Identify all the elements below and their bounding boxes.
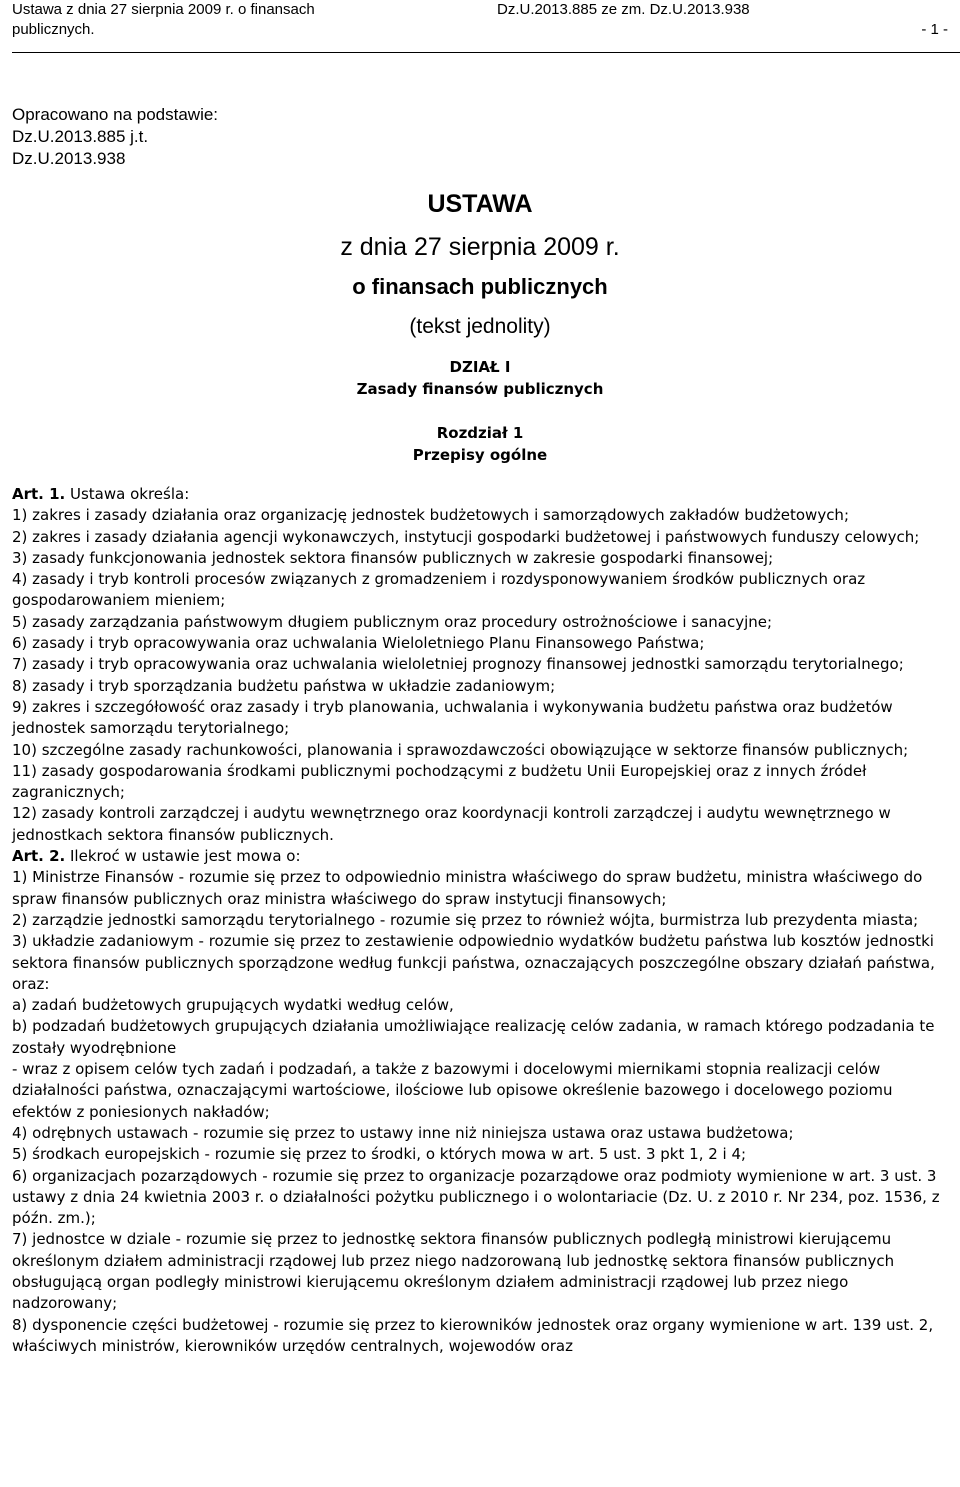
header-journal-reference: Dz.U.2013.885 ze zm. Dz.U.2013.938: [497, 1, 750, 18]
act-subject: o finansach publicznych: [352, 274, 608, 299]
article-1-point: 6) zasady i tryb opracowywania oraz uchwalania Wieloletniego Planu Finansowego Państwa;: [12, 634, 705, 653]
running-header: [12, 0, 960, 56]
article-1-point: 11) zasady gospodarowania środkami publicznymi pochodzącymi z budżetu Unii Europejskiej oraz z innych źródeł zagranicznych;: [12, 761, 867, 802]
article-1-point: 2) zakres i zasady działania agencji wykonawczych, instytucji gospodarki budżetowej i państwowych funduszy celowych;: [12, 527, 920, 546]
page-number: - 1 -: [921, 21, 948, 38]
article-1-label: Art. 1.: [12, 485, 66, 503]
chapter-name: Przepisy ogólne: [412, 446, 548, 464]
article-2-point: 4) odrębnych ustawach - rozumie się przez to ustawy inne niż niniejsza ustawa oraz ustawa budżetowa;: [12, 1123, 794, 1142]
article-2-subpoint: b) podzadań budżetowych grupujących działania umożliwiające realizację celów zadania, w ramach którego podzadania te zostały wyodrębnione: [12, 1017, 935, 1057]
article-2-label: Art. 2.: [12, 847, 66, 866]
article-1-point: 1) zakres i zasady działania oraz organizację jednostek budżetowych i samorządowych zakładów budżetowych;: [12, 506, 849, 525]
source-note-line3: Dz.U.2013.938: [12, 149, 126, 168]
article-1-intro: [12, 484, 950, 505]
header-divider: [12, 52, 960, 53]
act-date: z dnia 27 sierpnia 2009 r.: [340, 233, 620, 261]
article-1-point: 8) zasady i tryb sporządzania budżetu państwa w układzie zadaniowym;: [12, 676, 556, 695]
article-2-point: 1) Ministrze Finansów - rozumie się przez to odpowiednio ministra właściwego do spraw budżetu, ministra właściwego do spraw finansów publicznych oraz ministra właściwego do spraw instytucji finansowych;: [12, 868, 923, 908]
act-type-heading: USTAWA: [427, 190, 533, 218]
article-1-intro-text: Ustawa określa:: [65, 485, 190, 503]
article-2-intro: [12, 846, 950, 867]
legal-text-body: [12, 484, 950, 1357]
article-1-point: 12) zasady kontroli zarządczej i audytu wewnętrznego oraz koordynacji kontroli zarządczej i audytu wewnętrznego w jednostkach sektora finansów publicznych.: [12, 804, 891, 844]
article-1-point: 7) zasady i tryb opracowywania oraz uchwalania wieloletniej prognozy finansowej jednostki samorządu terytorialnego;: [12, 655, 904, 674]
text-type-note: (tekst jednolity): [409, 315, 551, 338]
article-1-point: 9) zakres i szczegółowość oraz zasady i tryb planowania, uchwalania i wykonywania budżetu państwa oraz budżetów jednostek samorządu terytorialnego;: [12, 697, 893, 738]
article-2-point: 2) zarządzie jednostki samorządu terytorialnego - rozumie się przez to również wójta, burmistrza lub prezydenta miasta;: [12, 910, 919, 929]
chapter-heading: Rozdział 1: [436, 424, 524, 442]
header-act-title-line2: publicznych.: [12, 21, 95, 38]
source-note-line1: Opracowano na podstawie:: [12, 105, 219, 124]
article-2-subpoint: a) zadań budżetowych grupujących wydatki według celów,: [12, 996, 454, 1015]
source-note: [12, 104, 218, 170]
article-1-point: 3) zasady funkcjonowania jednostek sektora finansów publicznych w zakresie gospodarki finansowej;: [12, 548, 774, 567]
division-heading: DZIAŁ I: [449, 358, 511, 376]
article-2-point: 6) organizacjach pozarządowych - rozumie się przez to organizacje pozarządowe oraz podmioty wymienione w art. 3 ust. 3 ustawy z dnia 24 kwietnia 2003 r. o działalności pożytku publicznego i o wolontariacie (Dz. U. z 2010 r. Nr 234, poz. 1536, z późn. zm.);: [12, 1166, 940, 1228]
source-note-line2: Dz.U.2013.885 j.t.: [12, 127, 149, 146]
article-2-point: 3) układzie zadaniowym - rozumie się przez to zestawienie odpowiednio wydatków budżetu państwa lub kosztów jednostki sektora finansów publicznych sporządzone według funkcji państwa, oznaczających poszczególne obszary działań państwa, oraz:: [12, 932, 935, 993]
article-2-point: 5) środkach europejskich - rozumie się przez to środki, o których mowa w art. 5 ust. 3 pkt 1, 2 i 4;: [12, 1145, 747, 1164]
article-1-point: 4) zasady i tryb kontroli procesów związanych z gromadzeniem i rozdysponowywaniem środków publicznych oraz gospodarowaniem mieniem;: [12, 570, 866, 610]
article-2-intro-text: Ilekroć w ustawie jest mowa o:: [65, 847, 301, 866]
article-2-point: 7) jednostce w dziale - rozumie się przez to jednostkę sektora finansów publicznych podległą ministrowi kierującemu określonym działem administracji rządowej lub przez niego nadzorowaną lub jednostkę sektora finansów publicznych obsługującą organ podległy ministrowi kierującemu określonym działem administracji rządowej lub przez niego nadzorowany;: [12, 1230, 895, 1313]
article-1-point: 5) zasady zarządzania państwowym długiem publicznym oraz procedury ostrożnościowe i sanacyjne;: [12, 612, 773, 631]
article-1-point: 10) szczególne zasady rachunkowości, planowania i sprawozdawczości obowiązujące w sektorze finansów publicznych;: [12, 740, 909, 759]
division-name: Zasady finansów publicznych: [356, 380, 604, 398]
header-act-title: [12, 0, 392, 40]
article-2-point: 8) dysponencie części budżetowej - rozumie się przez to kierowników jednostek oraz organy wymienione w art. 139 ust. 2, właściwych ministrów, kierowników urzędów centralnych, wojewodów oraz: [12, 1315, 934, 1355]
act-title-block: [0, 188, 960, 466]
header-act-title-line1: Ustawa z dnia 27 sierpnia 2009 r. o finansach: [12, 1, 315, 18]
article-2-point-continuation: - wraz z opisem celów tych zadań i podzadań, a także z bazowymi i docelowymi miernikami stopnia realizacji celów działalności państwa, oznaczającymi wartościowe, ilościowe lub opisowe określenie bazowego i docelowego poziomu efektów z poniesionych nakładów;: [12, 1060, 893, 1121]
